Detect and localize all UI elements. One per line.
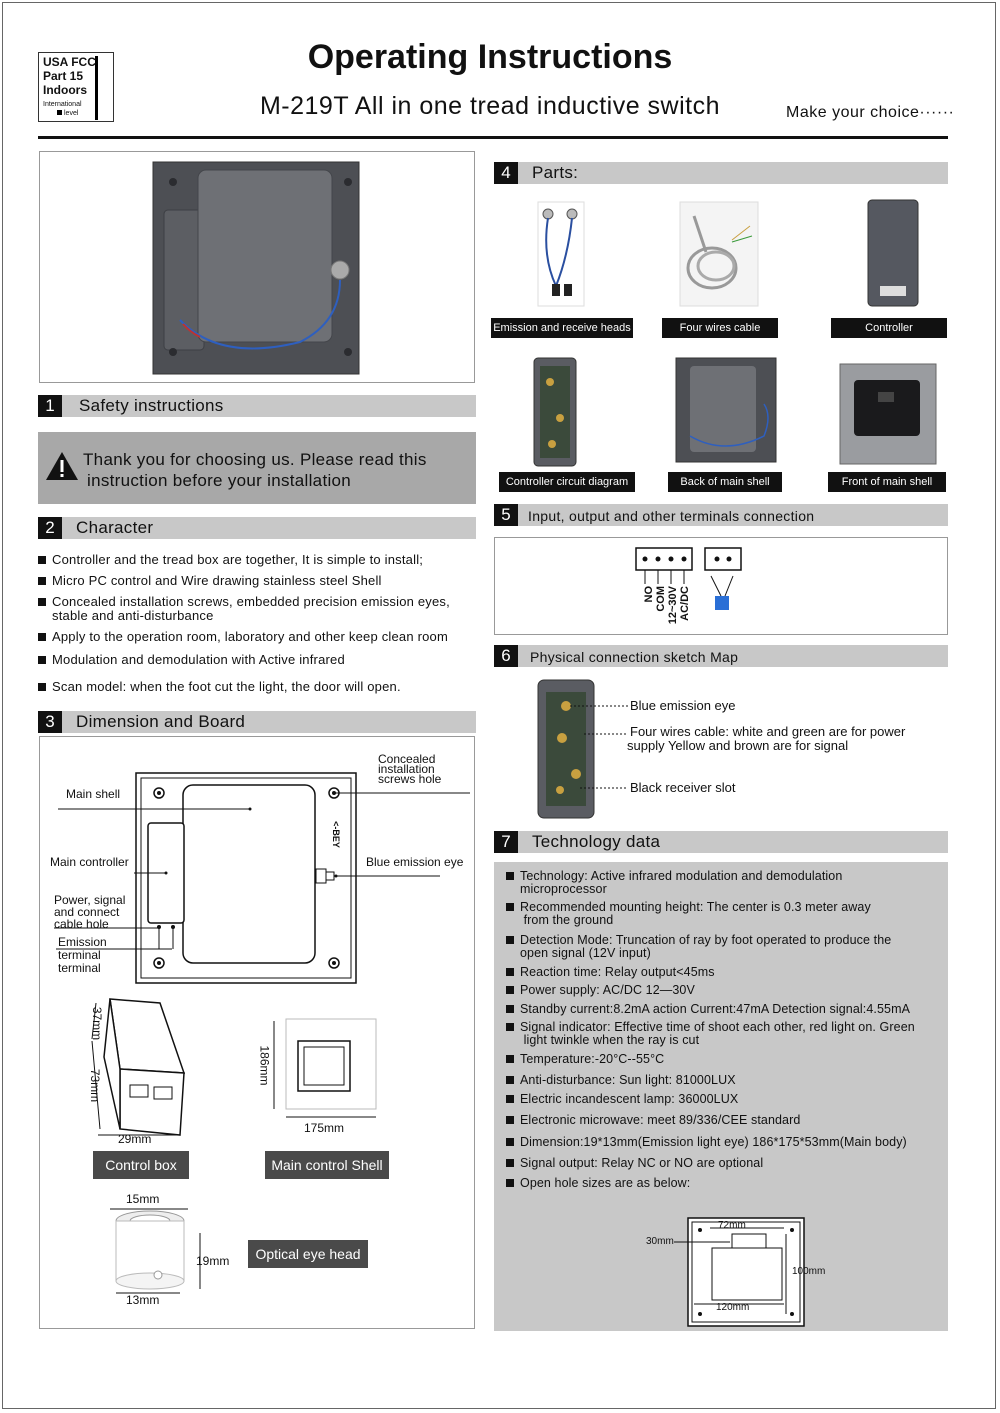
terminal-label-volt: 12~30V <box>667 586 679 625</box>
section-3-title: Dimension and Board <box>76 712 246 731</box>
section-6-number: 6 <box>494 645 518 667</box>
hole-dim-100mm: 100mm <box>792 1266 826 1277</box>
dim-19mm: 19mm <box>196 1254 230 1268</box>
section-5-number: 5 <box>494 504 518 526</box>
section-4-number: 4 <box>494 162 518 184</box>
section-2-number: 2 <box>38 517 62 539</box>
part-label-circuit-diagram: Controller circuit diagram <box>499 472 635 492</box>
section-1-title: Safety instructions <box>79 396 224 415</box>
dim-37mm: 37mm <box>90 1006 105 1041</box>
conn-label-blue-eye: Blue emission eye <box>630 698 736 713</box>
fcc-line3: Indoors <box>43 83 87 97</box>
section-6-header <box>494 645 948 667</box>
label-power-2: and connect <box>54 905 120 919</box>
section-7-header <box>494 831 948 853</box>
terminal-drawing <box>495 538 947 634</box>
label-power-hole <box>54 894 125 930</box>
conn-label-black-receiver: Black receiver slot <box>630 780 736 795</box>
section-1-header <box>38 395 476 417</box>
section-2-title: Character <box>76 518 154 537</box>
label-main-shell: Main shell <box>66 787 121 801</box>
dim-29mm: 29mm <box>118 1132 152 1146</box>
part-label-four-wires-cable: Four wires cable <box>662 318 778 338</box>
header-rule <box>38 136 948 139</box>
section-5-title: Input, output and other terminals connection <box>528 508 815 524</box>
safety-text <box>83 449 427 491</box>
dim-15mm: 15mm <box>126 1192 160 1206</box>
product-back-photo <box>40 152 474 382</box>
part-label-front-shell: Front of main shell <box>828 472 946 492</box>
terminal-label-com: COM <box>655 586 667 612</box>
page-title: Operating Instructions <box>307 38 673 76</box>
hole-dim-72mm: 72mm <box>718 1220 746 1231</box>
control-box-label: Control box <box>93 1151 189 1179</box>
conn-label-four-wires-2: supply Yellow and brown are for signal <box>627 738 849 753</box>
label-concealed-2: installation <box>378 762 435 776</box>
warning-icon <box>44 450 80 482</box>
terminal-label-no: NO <box>643 586 655 603</box>
label-power-3: cable hole <box>54 917 109 931</box>
slogan: Make your choice······ <box>786 104 955 121</box>
section-5-header <box>494 504 948 526</box>
main-control-shell-label: Main control Shell <box>265 1151 389 1179</box>
terminal-diagram <box>494 537 948 635</box>
dim-73mm: 73mm <box>88 1068 103 1103</box>
section-3-number: 3 <box>38 711 62 733</box>
dim-175mm: 175mm <box>304 1121 345 1135</box>
fcc-line1: USA FCC <box>43 55 96 69</box>
optical-eye-label: Optical eye head <box>248 1240 368 1268</box>
label-concealed-3: screws hole <box>378 772 442 786</box>
fcc-line2: Part 15 <box>43 69 84 83</box>
part-label-controller: Controller <box>831 318 947 338</box>
terminal-label-acdc: AC/DC <box>679 586 691 621</box>
section-4-header <box>494 162 948 184</box>
section-7-number: 7 <box>494 831 518 853</box>
safety-line1: Thank you for choosing us. Please read this <box>83 450 427 469</box>
label-power-1: Power, signal <box>54 893 126 907</box>
section-6-title: Physical connection sketch Map <box>530 649 739 665</box>
part-label-emission-heads: Emission and receive heads <box>491 318 633 338</box>
label-emission-3: terminal <box>58 961 101 975</box>
section-1-number: 1 <box>38 395 62 417</box>
dim-13mm: 13mm <box>126 1293 160 1307</box>
label-blue-emission-eye: Blue emission eye <box>366 855 464 869</box>
fcc-line5: level <box>64 110 79 117</box>
label-concealed-1: Concealed <box>378 752 436 766</box>
section-7-title: Technology data <box>532 832 661 851</box>
product-photo-frame <box>39 151 475 383</box>
parts-photos <box>494 196 948 496</box>
page-subtitle: M-219T All in one tread inductive switch <box>259 92 721 120</box>
label-emission-1: Emission <box>58 935 107 949</box>
hole-dim-30mm: 30mm <box>646 1236 674 1247</box>
dimension-diagram <box>39 736 475 1329</box>
side-marking: <-BEY <box>330 821 341 848</box>
technology-data: Technology: Active infrared modulation and demodulation microprocessor Recommended mounting height: The center is 0.3 meter away from the ground Detection Mode: Truncation of ray by foot operated to produce the open signal (12V input) Reaction time: Relay output<45ms Power supply: AC/DC 12—30V Standby current:8.2mA action Current:47mA Detection signal:4.55mA Signal indicator: Effective time of shoot each other, red light on. Green light twinkle when the ray is cut Temperature:-20°C--55°C Anti-disturbance: Sun light: 81000LUX Electric incandescent lamp: 36000LUX Electronic microwave: meet 89/336/CEE standard Dimension:19*13mm(Emission light eye) 186*175*53mm(Main body) Signal output: Relay NC or NO are optional Open hole sizes are as below: 72mm 30mm 100mm 120mm <box>494 862 948 1331</box>
safety-notice <box>38 432 476 504</box>
label-concealed <box>378 754 441 784</box>
section-4-title: Parts: <box>532 163 579 182</box>
fcc-line4: International <box>43 101 82 108</box>
label-main-controller: Main controller <box>50 855 129 869</box>
section-2-header <box>38 517 476 539</box>
safety-line2: instruction before your installation <box>87 471 352 490</box>
part-label-back-shell: Back of main shell <box>668 472 782 492</box>
label-emission-terminal <box>58 936 107 975</box>
dim-186mm: 186mm <box>257 1045 272 1086</box>
conn-label-four-wires-1: Four wires cable: white and green are for power <box>630 724 906 739</box>
label-emission-2: terminal <box>58 948 101 962</box>
hole-dim-120mm: 120mm <box>716 1302 750 1313</box>
section-3-header <box>38 711 476 733</box>
